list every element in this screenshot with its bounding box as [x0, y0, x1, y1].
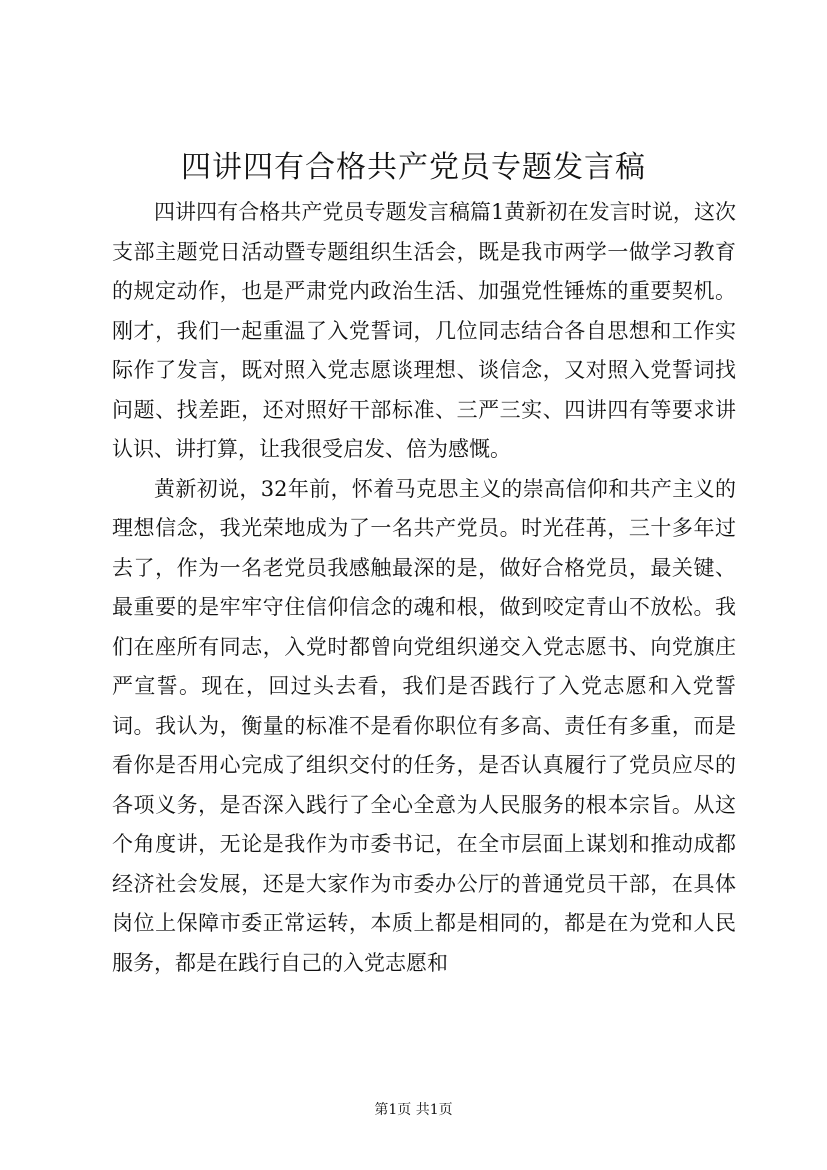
document-title: 四讲四有合格共产党员专题发言稿	[181, 150, 646, 185]
document-body	[112, 193, 736, 983]
paragraph: 四讲四有合格共产党员专题发言稿篇1黄新初在发言时说，这次支部主题党日活动暨专题组织生活会，既是我市两学一做学习教育的规定动作，也是严肃党内政治生活、加强党性锤炼的重要契机。刚才，我们一起重温了入党誓词，几位同志结合各自思想和工作实际作了发言，既对照入党志愿谈理想、谈信念，又对照入党誓词找问题、找差距，还对照好干部标准、三严三实、四讲四有等要求讲认识、讲打算，让我很受启发、倍为感慨。	[112, 200, 736, 461]
paragraph: 黄新初说，32年前，怀着马克思主义的崇高信仰和共产主义的理想信念，我光荣地成为了一名共产党员。时光荏苒，三十多年过去了，作为一名老党员我感触最深的是，做好合格党员，最关键、最重要的是牢牢守住信仰信念的魂和根，做到咬定青山不放松。我们在座所有同志，入党时都曾向党组织递交入党志愿书、向党旗庄严宣誓。现在，回过头去看，我们是否践行了入党志愿和入党誓词。我认为，衡量的标准不是看你职位有多高、责任有多重，而是看你是否用心完成了组织交付的任务，是否认真履行了党员应尽的各项义务，是否深入践行了全心全意为人民服务的根本宗旨。从这个角度讲，无论是我作为市委书记，在全市层面上谋划和推动成都经济社会发展，还是大家作为市委办公厅的普通党员干部，在具体岗位上保障市委正常运转，本质上都是相同的，都是在为党和人民服务，都是在践行自己的入党志愿和	[112, 476, 736, 975]
page-number-footer: 第1页 共1页	[374, 1102, 453, 1118]
